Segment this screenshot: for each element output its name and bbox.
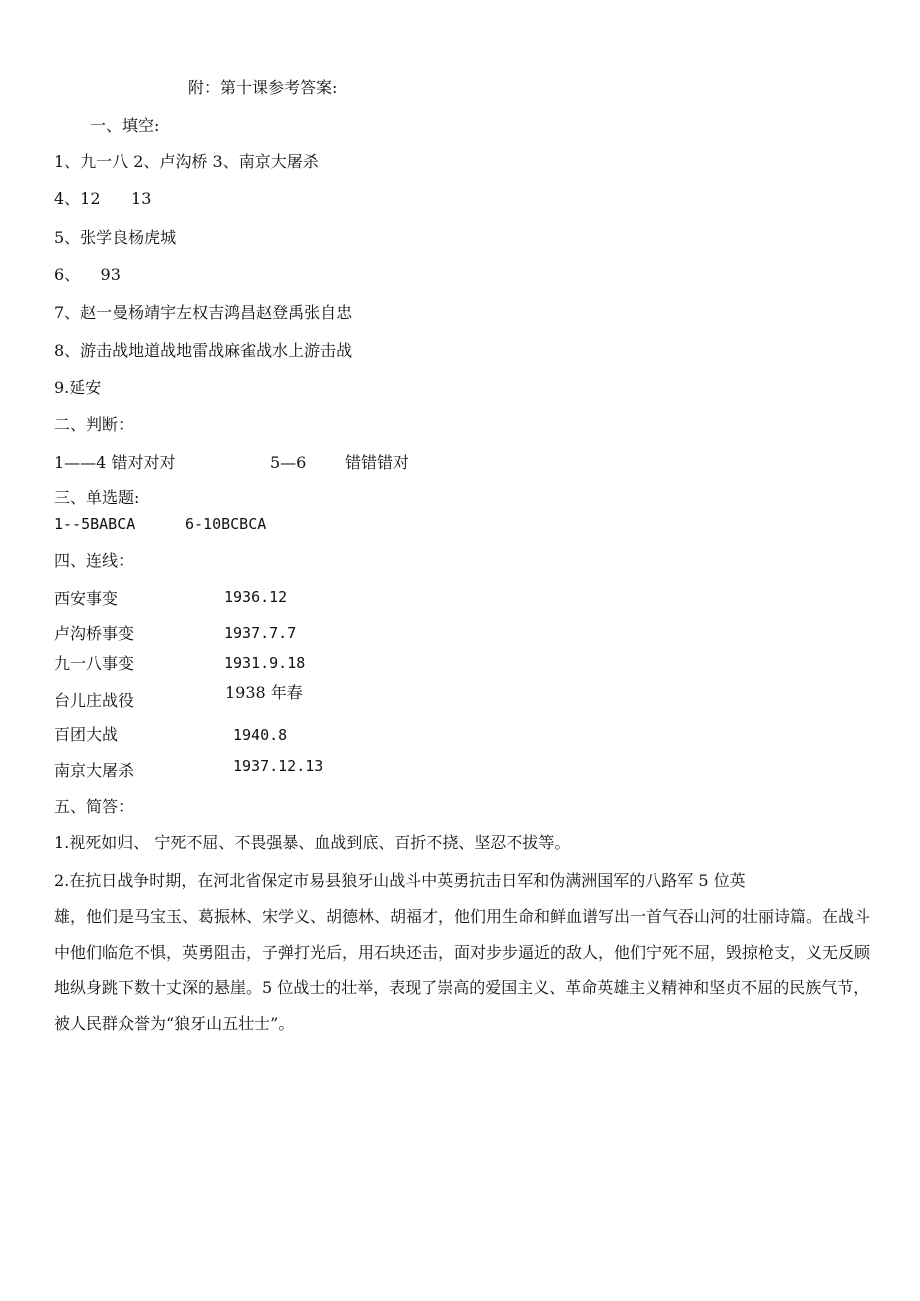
match-date-5: 1940.8: [233, 726, 288, 744]
fill-heading: 一、填空:: [90, 116, 160, 135]
match-date-4: 1938 年春: [225, 683, 303, 702]
fill-item-6: 8、游击战地道战地雷战麻雀战水上游击战: [54, 341, 353, 360]
fill-item-5: 7、赵一曼杨靖宇左权吉鸿昌赵登禹张自忠: [54, 303, 353, 322]
fill-item-1: 1、九一八 2、卢沟桥 3、南京大屠杀: [54, 152, 319, 171]
fill-item-4: 6、 93: [54, 265, 121, 284]
match-event-4: 台儿庄战役: [54, 691, 135, 710]
fill-item-7: 9.延安: [54, 378, 102, 397]
match-event-6: 南京大屠杀: [54, 761, 135, 780]
judge-heading: 二、判断：: [54, 415, 135, 434]
match-date-6: 1937.12.13: [233, 757, 324, 775]
short-answer-2-body: 雄，他们是马宝玉、葛振林、宋学义、胡德林、胡福才，他们用生命和鲜血谱写出一首气吞山河的壮丽诗篇。在战斗中他们临危不惧，英勇阻击，子弹打光后，用石块还击，面对步步逼近的敌人，他们宁死不屈，毁掠枪支，义无反顾地纵身跳下数十丈深的悬崖。5 位战士的壮举，表现了崇高的爱国主义、革命英雄主义精神和坚贞不屈的民族气节，被人民群众誉为“狼牙山五壮士”。: [54, 907, 871, 1033]
fill-item-2: 4、12 13: [54, 189, 152, 208]
choice-answers-1-5: 1--5BABCA: [54, 515, 136, 533]
match-heading: 四、连线：: [54, 551, 135, 570]
short-answer-2-first-line: 2.在抗日战争时期，在河北省保定市易县狼牙山战斗中英勇抗击日军和伪满洲国军的八路军 5 位英: [54, 871, 746, 890]
judge-answers-5-6: 错错错对: [345, 453, 410, 472]
choice-answers-6-10: 6-10BCBCA: [185, 515, 267, 533]
judge-answers-1-4: 1——4 错对对对: [54, 453, 176, 472]
page-title: 附：第十课参考答案:: [188, 78, 338, 97]
match-event-2: 卢沟桥事变: [54, 624, 135, 643]
fill-item-3: 5、张学良杨虎城: [54, 228, 177, 247]
judge-range-5-6: 5—6: [270, 453, 307, 472]
choice-heading: 三、单选题:: [54, 488, 140, 507]
short-answer-1: 1.视死如归、 宁死不屈、不畏强暴、血战到底、百折不挠、坚忍不拔等。: [54, 833, 571, 852]
match-event-3: 九一八事变: [54, 654, 135, 673]
match-date-3: 1931.9.18: [224, 654, 306, 672]
short-heading: 五、简答：: [54, 797, 135, 816]
match-date-1: 1936.12: [224, 588, 288, 606]
match-event-5: 百团大战: [54, 725, 119, 744]
match-event-1: 西安事变: [54, 589, 119, 608]
match-date-2: 1937.7.7: [224, 624, 297, 642]
